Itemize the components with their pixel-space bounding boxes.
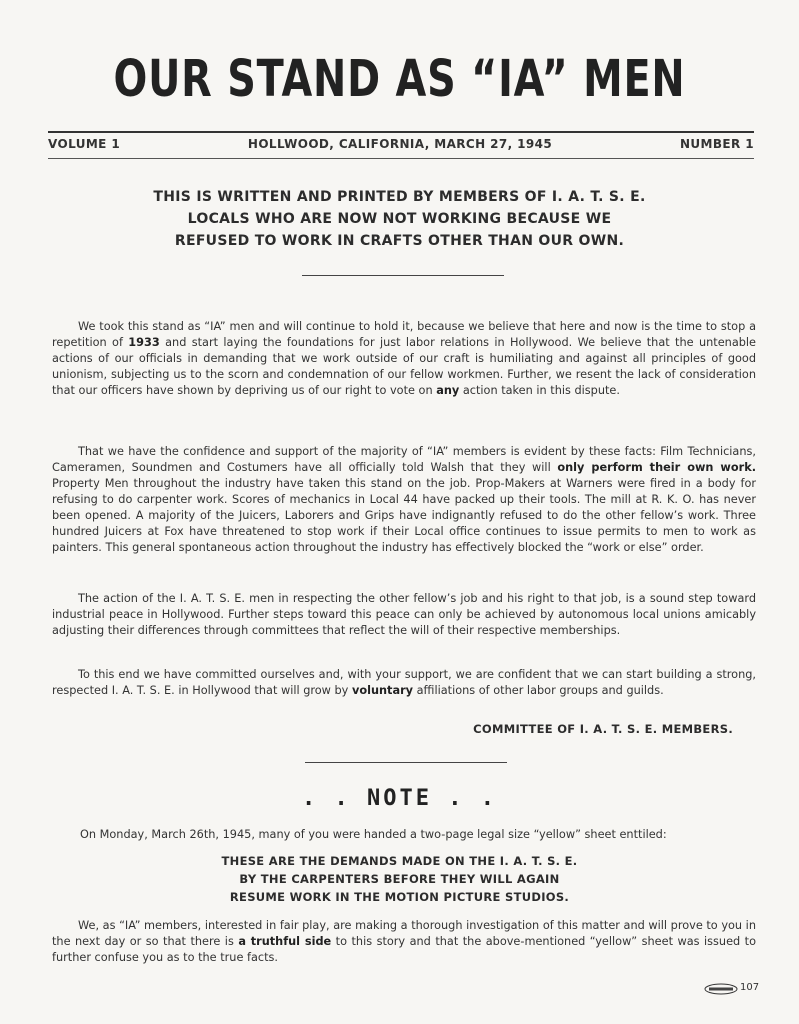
issue-number: NUMBER 1 (679, 137, 754, 151)
intro-statement (0, 186, 799, 252)
paragraph-2: That we have the confidence and support of the majority of “IA” members is evident by these facts: Film Technicians, Cameramen, Soundmen and Costumers have all officially told Walsh that they will only perform their own work. Property Men throughout the industry have taken this stand on the job. Prop-Makers at Warners were fired in a body for refusing to do carpenter work. Scores of mechanics in Local 44 have packed up their tools. The mill at R. K. O. has never been opened. A majority of the Juicers, Laborers and Grips have indignantly refused to do the other fellow’s work. Three hundred Juicers at Fox have threatened to stop work if their Local office continues to issue permits to men to work as painters. This general spontaneous action throughout the industry has effectively blocked the “work or else” order. (52, 445, 756, 554)
masthead-rule-top (48, 131, 754, 133)
intro-line-2: LOCALS WHO ARE NOW NOT WORKING BECAUSE WE (187, 211, 612, 227)
union-label-icon (704, 983, 738, 995)
demands-line-3: RESUME WORK IN THE MOTION PICTURE STUDIOS. (229, 890, 570, 904)
note-divider (305, 762, 507, 763)
intro-line-3: REFUSED TO WORK IN CRAFTS OTHER THAN OUR OWN. (174, 233, 625, 249)
paragraph-3: The action of the I. A. T. S. E. men in respecting the other fellow’s job and his right to that job, is a sound step toward industrial peace in Hollywood. Further steps toward this peace can only be achieved by autonomous local unions amicably adjusting their differences through committees that reflect the will of their respective memberships. (52, 592, 756, 637)
intro-line-1: THIS IS WRITTEN AND PRINTED BY MEMBERS OF I. A. T. S. E. (153, 189, 646, 205)
closing-paragraph: We, as “IA” members, interested in fair play, are making a thorough investigation of this matter and will prove to you in the next day or so that there is a truthful side to this story and that the above-mentioned “yellow” sheet was issued to further confuse you as to the true facts. (52, 919, 756, 964)
page-number: 107 (740, 982, 760, 993)
demands-title (0, 852, 799, 906)
demands-line-2: BY THE CARPENTERS BEFORE THEY WILL AGAIN (239, 872, 560, 886)
dateline: HOLLWOOD, CALIFORNIA, MARCH 27, 1945 (247, 137, 553, 151)
volume-label: VOLUME 1 (48, 137, 121, 151)
masthead-rule-bottom (48, 158, 754, 159)
masthead-title: OUR STAND AS “IA” MEN (113, 50, 686, 109)
issue-line (48, 137, 754, 151)
section-divider (302, 275, 504, 276)
paragraph-4: To this end we have committed ourselves and, with your support, we are confident that we can start building a strong, respected I. A. T. S. E. in Hollywood that will grow by voluntary affiliations of other labor groups and guilds. (52, 668, 756, 697)
demands-line-1: THESE ARE THE DEMANDS MADE ON THE I. A. T. S. E. (221, 854, 578, 868)
signature: COMMITTEE OF I. A. T. S. E. MEMBERS. (473, 722, 733, 736)
note-heading: . . NOTE . . (302, 786, 497, 811)
paragraph-1: We took this stand as “IA” men and will continue to hold it, because we believe that here and now is the time to stop a repetition of 1933 and start laying the foundations for just labor relations in Hollywood. We believe that the untenable actions of our officials in demanding that we work outside of our craft is humiliating and against all principles of good unionism, subjecting us to the scorn and condemnation of our fellow workmen. Further, we resent the lack of consideration that our officers have shown by depriving us of our right to vote on any action taken in this dispute. (52, 320, 756, 397)
note-intro-line: On Monday, March 26th, 1945, many of you were handed a two-page legal size “yellow” sheet enttiled: (80, 828, 667, 841)
